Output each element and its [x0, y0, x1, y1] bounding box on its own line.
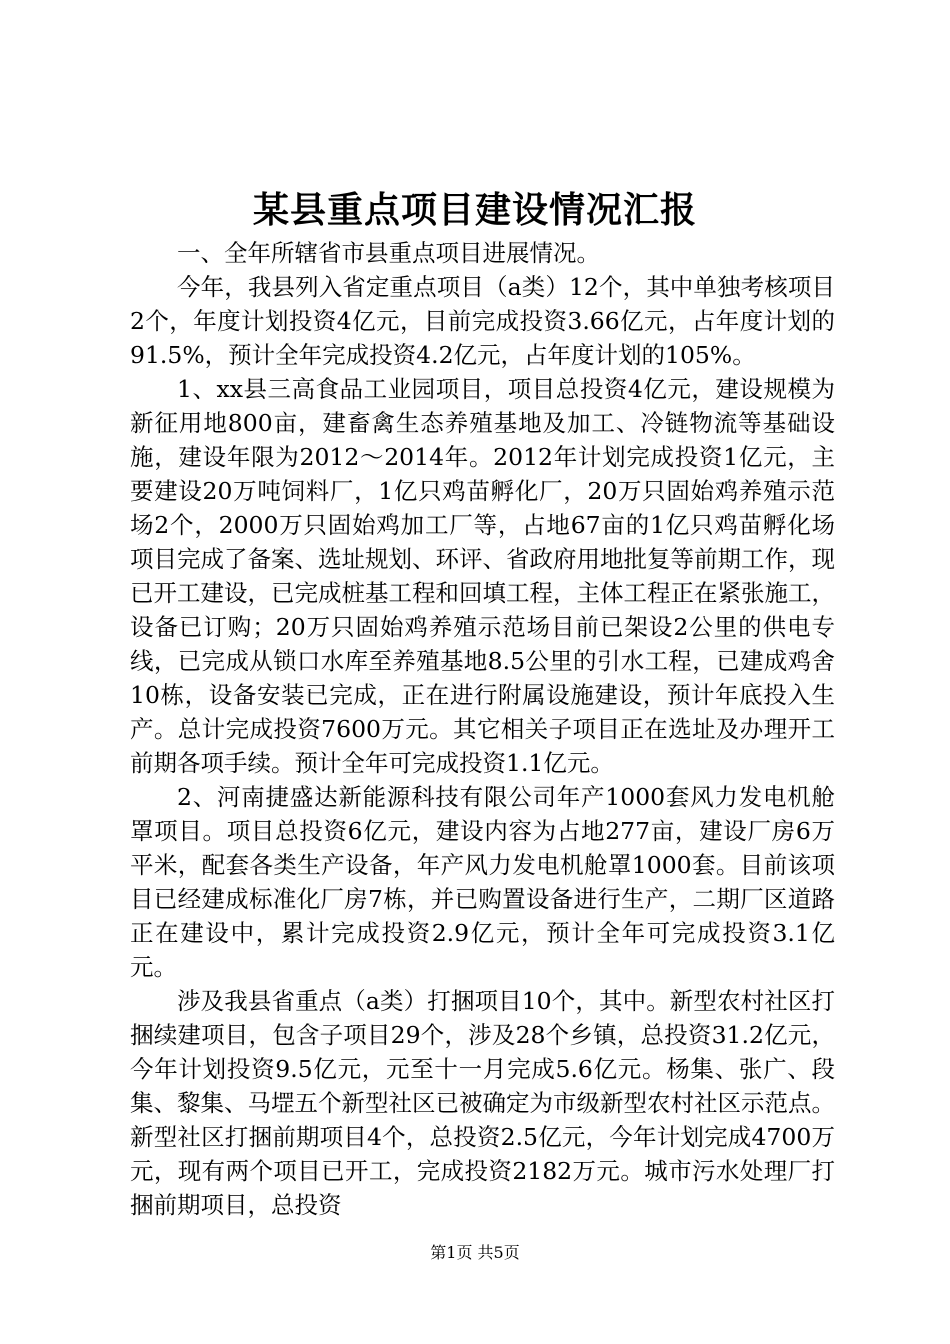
page-footer: 第1页 共5页: [430, 1243, 520, 1262]
paragraph-section-heading: 一、全年所辖省市县重点项目进展情况。: [177, 239, 600, 267]
document-body: [130, 236, 835, 1222]
paragraph-project-2: 2、河南捷盛达新能源科技有限公司年产1000套风力发电机舱罩项目。项目总投资6亿元，建设内容为占地277亩，建设厂房6万平米，配套各类生产设备，年产风力发电机舱罩1000套。目前该项目已经建成标准化厂房7栋，并已购置设备进行生产，二期厂区道路正在建设中，累计完成投资2.9亿元，预计全年可完成投资3.1亿元。: [130, 783, 835, 981]
paragraph-project-1: 1、xx县三高食品工业园项目，项目总投资4亿元，建设规模为新征用地800亩，建畜禽生态养殖基地及加工、冷链物流等基础设施，建设年限为2012～2014年。2012年计划完成投资1亿元，主要建设20万吨饲料厂，1亿只鸡苗孵化厂，20万只固始鸡养殖示范场2个，2000万只固始鸡加工厂等，占地67亩的1亿只鸡苗孵化场项目完成了备案、选址规划、环评、省政府用地批复等前期工作，现已开工建设，已完成桩基工程和回填工程，主体工程正在紧张施工，设备已订购；20万只固始鸡养殖示范场目前已架设2公里的供电专线，已完成从锁口水库至养殖基地8.5公里的引水工程，已建成鸡舍10栋，设备安装已完成，正在进行附属设施建设，预计年底投入生产。总计完成投资7600万元。其它相关子项目正在选址及办理开工前期各项手续。预计全年可完成投资1.1亿元。: [130, 375, 835, 777]
paragraph-bundled-projects: 涉及我县省重点（a类）打捆项目10个，其中。新型农村社区打捆续建项目，包含子项目29个，涉及28个乡镇，总投资31.2亿元，今年计划投资9.5亿元，元至十一月完成5.6亿元。杨集、张广、段集、黎集、马堽五个新型社区已被确定为市级新型农村社区示范点。新型社区打捆前期项目4个，总投资2.5亿元，今年计划完成4700万元，现有两个项目已开工，完成投资2182万元。城市污水处理厂打捆前期项目，总投资: [130, 987, 835, 1219]
document-title: 某县重点项目建设情况汇报: [252, 189, 697, 231]
paragraph-summary: 今年，我县列入省定重点项目（a类）12个，其中单独考核项目2个，年度计划投资4亿元，目前完成投资3.66亿元，占年度计划的91.5%，预计全年完成投资4.2亿元，占年度计划的105%。: [130, 273, 835, 369]
